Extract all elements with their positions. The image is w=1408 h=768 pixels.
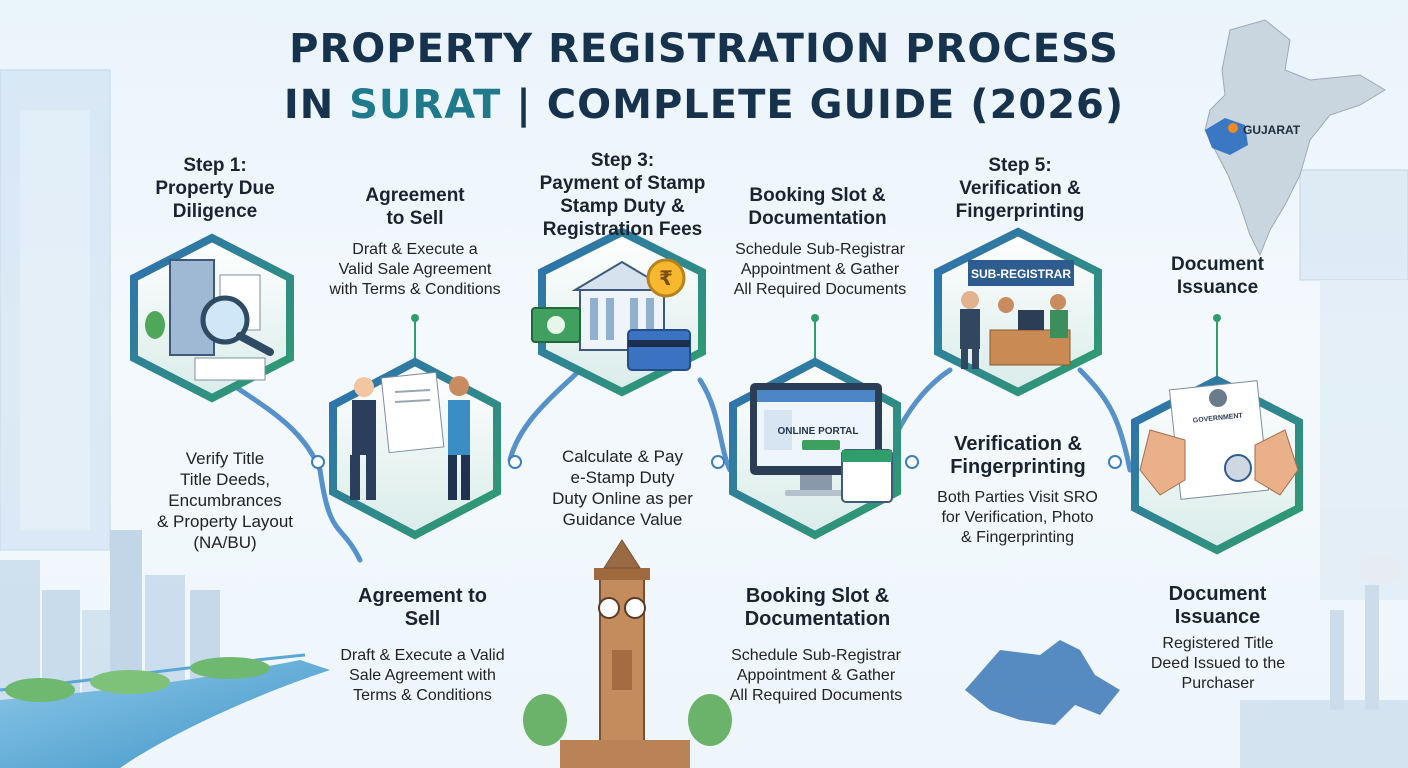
step-5-number: Step 5: <box>988 155 1052 176</box>
document-header-label: GOVERNMENT <box>1192 412 1244 425</box>
hex-step-5[interactable] <box>938 232 1098 392</box>
step-1-description <box>130 448 320 553</box>
step-4-lower-title-line-2: Documentation <box>744 608 891 630</box>
step-1-title-line-1: Property Due <box>155 178 275 199</box>
step-4-lower-desc-line: Schedule Sub-Registrar <box>731 647 901 664</box>
step-6-title-line-1: Document <box>1171 254 1264 275</box>
step-6-lower-title-line-2: Issuance <box>1174 606 1261 628</box>
step-1-title-line-2: Diligence <box>172 201 258 222</box>
step-3-number: Step 3: <box>590 150 655 171</box>
step-2-desc-line: Draft & Execute a <box>352 241 478 258</box>
hex-step-6[interactable] <box>1135 380 1299 550</box>
step-3-title-line-2: Stamp Duty & <box>560 196 685 217</box>
step-1-desc-line: Verify Title <box>185 449 265 468</box>
step-2-title-line-1: Agreement <box>365 185 465 206</box>
step-4-title-line-2: Documentation <box>748 208 887 229</box>
step-3-heading <box>515 149 730 241</box>
step-3-title-line-3: Registration Fees <box>542 219 703 240</box>
title-prefix: IN <box>283 82 350 128</box>
certificate-hands-icon <box>1140 381 1298 500</box>
page-title-line-2 <box>0 82 1408 128</box>
step-2-heading <box>320 184 510 230</box>
svg-text:₹: ₹ <box>659 266 673 290</box>
step-2-desc-line: with Terms & Conditions <box>329 281 501 298</box>
step-6-description <box>1128 634 1308 694</box>
step-6-title-line-2: Issuance <box>1176 277 1259 298</box>
step-2-lower-desc-line: Sale Agreement with <box>349 667 496 684</box>
step-4-desc-line: Appointment & Gather <box>740 261 900 278</box>
step-5-desc-title-line-1: Verification & <box>954 433 1082 455</box>
step-1-desc-line: Title Deeds, <box>179 470 271 489</box>
step-6-heading <box>1130 253 1305 299</box>
step-3-desc-line: e-Stamp Duty <box>570 468 675 487</box>
hex-step-4[interactable] <box>733 362 897 535</box>
step-4-lower-description <box>700 646 932 706</box>
step-4-lower-heading <box>710 585 925 631</box>
step-5-desc-title-line-2: Fingerprinting <box>950 456 1086 478</box>
step-1-desc-line: & Property Layout <box>156 512 294 531</box>
step-1-heading <box>120 154 310 223</box>
step-4-desc-line: Schedule Sub-Registrar <box>735 241 905 258</box>
step-2-lower-desc-line: Draft & Execute a Valid <box>340 647 505 664</box>
step-4-lower-title-line-1: Booking Slot & <box>745 585 890 607</box>
step-5-desc-heading <box>918 433 1118 479</box>
step-4-description <box>710 240 930 300</box>
step-5-description <box>910 488 1125 548</box>
step-5-title-line-2: Fingerprinting <box>955 201 1085 222</box>
step-5-desc-line: & Fingerprinting <box>961 529 1074 546</box>
step-5-title-line-1: Verification & <box>959 178 1081 199</box>
step-2-desc-line: Valid Sale Agreement <box>338 261 492 278</box>
title-accent-city: SURAT <box>349 82 502 128</box>
hex-step-2[interactable] <box>333 362 497 535</box>
step-4-title-line-1: Booking Slot & <box>749 185 886 206</box>
step-5-heading <box>920 154 1120 223</box>
step-6-desc-line: Deed Issued to the <box>1150 655 1286 672</box>
step-4-heading <box>715 184 920 230</box>
step-3-description <box>525 446 720 530</box>
step-2-lower-desc-line: Terms & Conditions <box>353 687 492 704</box>
map-region-label: GUJARAT <box>1243 123 1301 137</box>
step-2-description <box>305 240 525 300</box>
portal-screen-label: ONLINE PORTAL <box>777 426 859 437</box>
page-title-line-1: PROPERTY REGISTRATION PROCESS <box>289 26 1119 72</box>
step-3-desc-line: Calculate & Pay <box>562 447 683 466</box>
step-6-desc-line: Purchaser <box>1181 675 1255 692</box>
step-3-desc-line: Duty Online as per <box>552 489 693 508</box>
title-suffix: | COMPLETE GUIDE (2026) <box>501 82 1125 128</box>
step-1-desc-line: Encumbrances <box>168 491 282 510</box>
step-6-lower-title-line-1: Document <box>1168 583 1267 605</box>
step-6-lower-heading <box>1130 583 1305 629</box>
hex-step-3[interactable] <box>532 232 702 392</box>
step-2-lower-description <box>310 646 535 706</box>
step-2-lower-title-line-1: Agreement to <box>358 585 487 607</box>
step-1-desc-line: (NA/BU) <box>193 533 257 552</box>
step-4-lower-desc-line: All Required Documents <box>729 687 903 704</box>
step-4-lower-desc-line: Appointment & Gather <box>736 667 896 684</box>
step-6-desc-line: Registered Title <box>1162 635 1274 652</box>
step-1-number: Step 1: <box>183 155 247 176</box>
step-2-lower-heading <box>315 585 530 631</box>
hex-step-1[interactable] <box>134 238 290 398</box>
step-4-desc-line: All Required Documents <box>733 281 907 298</box>
step-3-desc-line: Guidance Value <box>562 510 683 529</box>
step-5-desc-line: for Verification, Photo <box>941 509 1094 526</box>
step-5-desc-line: Both Parties Visit SRO <box>937 489 1098 506</box>
step-3-title-line-1: Payment of Stamp <box>539 173 706 194</box>
step-2-title-line-2: to Sell <box>386 208 444 229</box>
step-2-lower-title-line-2: Sell <box>404 608 441 630</box>
office-sign-label: SUB-REGISTRAR <box>970 267 1072 281</box>
gujarat-outline-illustration <box>965 640 1120 725</box>
